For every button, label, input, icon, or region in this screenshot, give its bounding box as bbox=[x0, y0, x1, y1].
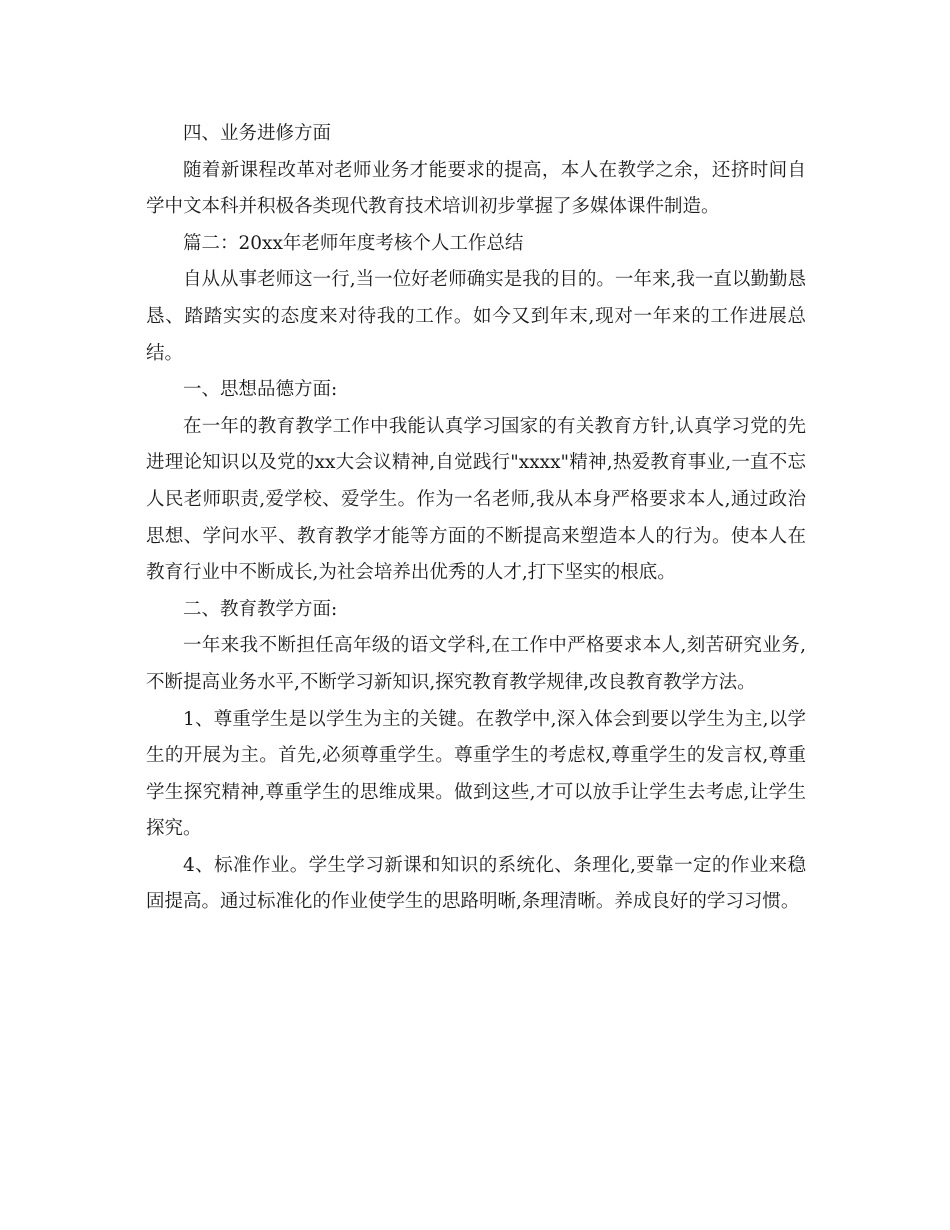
paragraph-respect-students: 1、尊重学生是以学生为主的关键。在教学中,深入体会到要以学生为主,以学生的开展为主。首先,必须尊重学生。尊重学生的考虑权,尊重学生的发言权,尊重学生探究精神,尊重学生的思维成果。做到这些,才可以放手让学生去考虑,让学生探究。 bbox=[146, 708, 806, 840]
paragraph-business-study: 随着新课程改革对老师业务才能要求的提高，本人在教学之余，还挤时间自学中文本科并积极各类现代教育技术培训初步掌握了多媒体课件制造。 bbox=[146, 159, 806, 218]
paragraph-ideology-morality: 在一年的教育教学工作中我能认真学习国家的有关教育方针,认真学习党的先进理论知识以及党的xx大会议精神,自觉践行"xxxx"精神,热爱教育事业,一直不忘人民老师职责,爱学校、爱学生。作为一名老师,我从本身严格要求本人,通过政治思想、学问水平、教育教学才能等方面的不断提高来塑造本人的行为。使本人在教育行业中不断成长,为社会培养出优秀的人才,打下坚实的根底。 bbox=[146, 415, 806, 584]
paragraph-standard-homework: 4、标准作业。学生学习新课和知识的系统化、条理化,要靠一定的作业来稳固提高。通过标准化的作业使学生的思路明晰,条理清晰。养成良好的学习习惯。 bbox=[146, 854, 806, 913]
section-title-part-two: 篇二：20xx年老师年度考核个人工作总结 bbox=[183, 232, 524, 254]
heading-ideology-morality: 一、思想品德方面: bbox=[183, 379, 338, 401]
document-body bbox=[146, 116, 806, 921]
heading-education-teaching: 二、教育教学方面: bbox=[183, 598, 338, 620]
paragraph-education-teaching: 一年来我不断担任高年级的语文学科,在工作中严格要求本人,刻苦研究业务,不断提高业务水平,不断学习新知识,探究教育教学规律,改良教育教学方法。 bbox=[146, 635, 806, 693]
paragraph-intro: 自从从事老师这一行,当一位好老师确实是我的目的。一年来,我一直以勤勤恳恳、踏踏实实的态度来对待我的工作。如今又到年末,现对一年来的工作进展总结。 bbox=[146, 269, 806, 364]
heading-business-study: 四、业务进修方面 bbox=[183, 123, 332, 144]
